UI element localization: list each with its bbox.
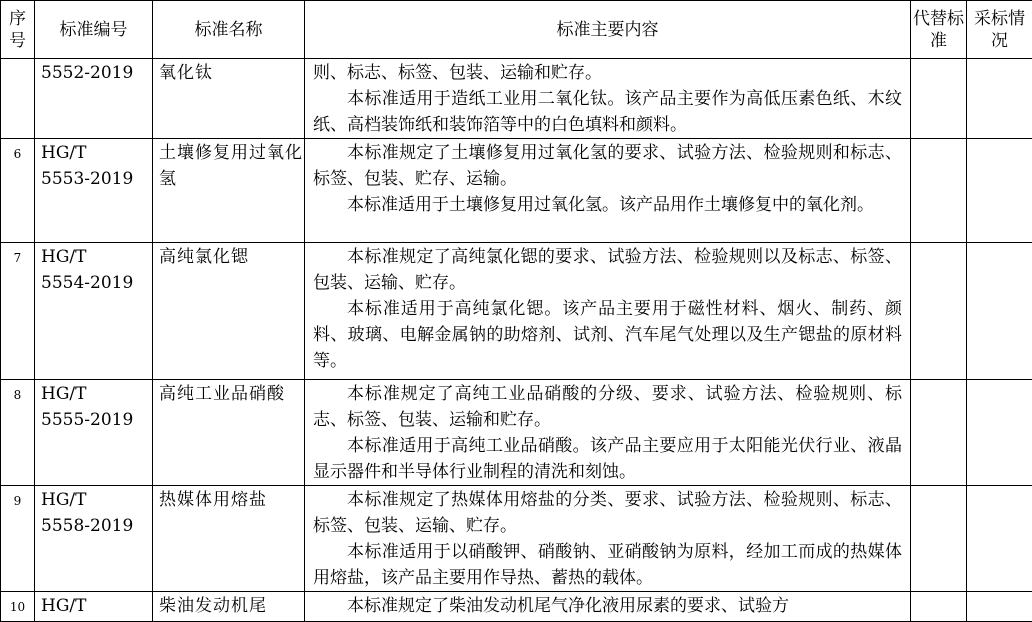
row-content [305, 380, 911, 486]
row-number [35, 380, 153, 486]
row-number-line: HG/T [41, 487, 152, 513]
row-number-line: HG/T [41, 244, 152, 270]
content-paragraph: 本标准规定了土壤修复用过氧化氢的要求、试验方法、检验规则和标志、标签、包装、贮存、运输。 [313, 140, 902, 192]
header-number: 标准编号 [35, 1, 153, 59]
row-number [35, 243, 153, 380]
header-replace: 代替标准 [911, 1, 967, 59]
row-number [35, 139, 153, 243]
row-content [305, 486, 911, 592]
row-name: 热媒体用熔盐 [153, 486, 305, 592]
row-adopt [967, 139, 1032, 243]
row-name: 土壤修复用过氧化氢 [153, 139, 305, 243]
row-replace [911, 380, 967, 486]
row-name: 高纯氯化锶 [153, 243, 305, 380]
content-paragraph: 本标准规定了热媒体用熔盐的分类、要求、试验方法、检验规则、标志、标签、包装、运输、贮存。 [313, 487, 902, 539]
row-number-line: 5555-2019 [41, 407, 152, 433]
row-content [305, 243, 911, 380]
table-body [1, 59, 1032, 622]
table-row [1, 243, 1032, 380]
row-seq: 8 [1, 380, 35, 486]
row-seq: 10 [1, 592, 35, 622]
row-number-line: 5554-2019 [41, 270, 152, 296]
row-content [305, 592, 911, 622]
content-paragraph: 本标准规定了柴油发动机尾气净化液用尿素的要求、试验方 [313, 593, 902, 619]
header-adopt: 采标情况 [967, 1, 1032, 59]
row-adopt [967, 243, 1032, 380]
row-number-line: HG/T [41, 140, 152, 166]
row-number [35, 486, 153, 592]
row-content [305, 59, 911, 139]
header-content: 标准主要内容 [305, 1, 911, 59]
content-paragraph: 本标准适用于高纯工业品硝酸。该产品主要应用于太阳能光伏行业、液晶显示器件和半导体行业制程的清洗和刻蚀。 [313, 433, 902, 485]
row-adopt [967, 59, 1032, 139]
row-seq [1, 59, 35, 139]
row-number-line: 5558-2019 [41, 513, 152, 539]
row-replace [911, 59, 967, 139]
row-replace [911, 486, 967, 592]
content-paragraph: 本标准适用于造纸工业用二氧化钛。该产品主要作为高低压素色纸、木纹纸、高档装饰纸和装饰箔等中的白色填料和颜料。 [313, 86, 902, 138]
row-replace [911, 139, 967, 243]
table-row [1, 59, 1032, 139]
row-replace [911, 243, 967, 380]
header-seq: 序号 [1, 1, 35, 59]
row-adopt [967, 592, 1032, 622]
table-row [1, 139, 1032, 243]
row-number [35, 59, 153, 139]
content-paragraph: 本标准规定了高纯氯化锶的要求、试验方法、检验规则以及标志、标签、包装、运输、贮存。 [313, 244, 902, 296]
row-adopt [967, 380, 1032, 486]
content-paragraph: 本标准适用于以硝酸钾、硝酸钠、亚硝酸钠为原料，经加工而成的热媒体用熔盐，该产品主要用作导热、蓄热的载体。 [313, 539, 902, 591]
row-number-line: 5553-2019 [41, 166, 152, 192]
content-paragraph: 则、标志、标签、包装、运输和贮存。 [313, 60, 902, 86]
content-paragraph: 本标准适用于土壤修复用过氧化氢。该产品用作土壤修复中的氧化剂。 [313, 192, 902, 218]
row-adopt [967, 486, 1032, 592]
row-content [305, 139, 911, 243]
row-number-line: 5552-2019 [41, 60, 152, 86]
table-row [1, 486, 1032, 592]
content-paragraph: 本标准规定了高纯工业品硝酸的分级、要求、试验方法、检验规则、标志、标签、包装、运输和贮存。 [313, 381, 902, 433]
row-seq: 6 [1, 139, 35, 243]
row-replace [911, 592, 967, 622]
row-name: 柴油发动机尾 [153, 592, 305, 622]
table-row [1, 380, 1032, 486]
row-name: 高纯工业品硝酸 [153, 380, 305, 486]
row-seq: 7 [1, 243, 35, 380]
row-number [35, 592, 153, 622]
header-name: 标准名称 [153, 1, 305, 59]
table-row [1, 592, 1032, 622]
row-number-line: HG/T [41, 593, 152, 619]
header-row [1, 1, 1032, 59]
row-number-line: HG/T [41, 381, 152, 407]
row-seq: 9 [1, 486, 35, 592]
content-paragraph: 本标准适用于高纯氯化锶。该产品主要用于磁性材料、烟火、制药、颜料、玻璃、电解金属钠的助熔剂、试剂、汽车尾气处理以及生产锶盐的原材料等。 [313, 296, 902, 374]
row-name: 氧化钛 [153, 59, 305, 139]
